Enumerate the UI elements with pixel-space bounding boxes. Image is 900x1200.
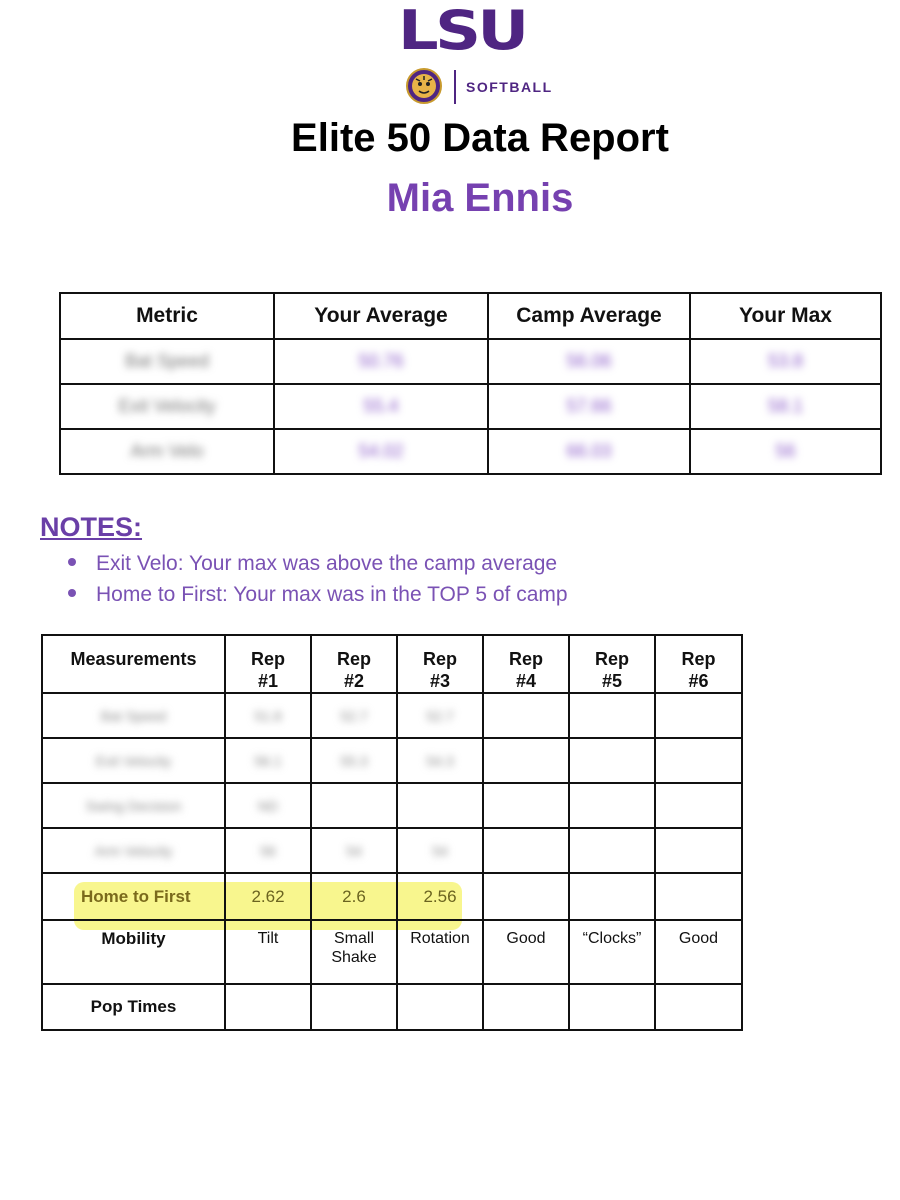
rep-cell xyxy=(569,873,655,920)
rep-cell xyxy=(225,984,311,1030)
value-cell xyxy=(488,384,690,429)
table-row xyxy=(42,783,742,828)
rep-cell xyxy=(655,783,742,828)
rep-value: 2.62 xyxy=(225,873,311,920)
mobility-row xyxy=(42,920,742,984)
value-cell xyxy=(274,384,488,429)
table-row xyxy=(60,339,881,384)
rep-header xyxy=(311,635,397,693)
rep-header xyxy=(225,635,311,693)
summary-header: Your Max xyxy=(690,293,881,339)
rep-cell xyxy=(655,873,742,920)
rep-cell xyxy=(397,693,483,738)
measure-cell xyxy=(42,783,225,828)
table-row xyxy=(42,693,742,738)
rep-cell xyxy=(311,984,397,1030)
value-cell xyxy=(690,339,881,384)
rep-value: “Clocks” xyxy=(569,920,655,984)
note-text: Home to First: Your max was in the TOP 5 of camp xyxy=(96,583,568,606)
rep-cell xyxy=(483,828,569,873)
rep-value: 56 xyxy=(260,842,276,859)
measure-label: Pop Times xyxy=(42,984,225,1030)
rep-cell xyxy=(569,738,655,783)
rep-value: 54 xyxy=(432,842,448,859)
bullet-icon xyxy=(68,558,76,566)
metric-value: 56.06 xyxy=(566,351,612,371)
notes-list xyxy=(68,550,568,612)
measure-cell xyxy=(42,828,225,873)
value-cell xyxy=(690,429,881,474)
rep-cell xyxy=(397,984,483,1030)
rep-cell xyxy=(311,828,397,873)
value-cell xyxy=(488,339,690,384)
metric-value: 57.66 xyxy=(566,396,612,416)
measure-cell xyxy=(42,738,225,783)
summary-header: Metric xyxy=(60,293,274,339)
note-text: Exit Velo: Your max was above the camp average xyxy=(96,552,558,575)
rep-header xyxy=(483,635,569,693)
rep-value: 52.7 xyxy=(340,707,368,724)
metric-value: 56 xyxy=(775,441,796,461)
rep-value: 2.56 xyxy=(397,873,483,920)
athlete-name: Mia Ennis xyxy=(386,176,574,220)
lsu-wordmark: LSU xyxy=(398,0,526,62)
metric-value: 53.8 xyxy=(767,351,804,371)
bullet-icon xyxy=(68,589,76,597)
rep-value-text: Small Shake xyxy=(331,930,377,966)
rep-cell xyxy=(397,738,483,783)
rep-cell xyxy=(225,738,311,783)
rep-cell xyxy=(655,738,742,783)
summary-table xyxy=(59,292,882,475)
rep-cell xyxy=(569,828,655,873)
rep-value xyxy=(311,920,397,984)
rep-value: Good xyxy=(655,920,742,984)
rep-cell xyxy=(225,783,311,828)
metric-cell xyxy=(60,339,274,384)
measure-label: Home to First xyxy=(42,873,225,920)
rep-header-label: Rep #6 xyxy=(681,649,716,691)
page-title: Elite 50 Data Report xyxy=(291,116,669,160)
metric-value: 54.02 xyxy=(358,441,404,461)
rep-cell xyxy=(311,738,397,783)
value-cell xyxy=(274,429,488,474)
rep-header xyxy=(569,635,655,693)
rep-value: 51.8 xyxy=(254,707,282,724)
pop-times-row xyxy=(42,984,742,1030)
rep-header xyxy=(397,635,483,693)
measure-label: Swing Decision xyxy=(85,797,182,814)
rep-cell xyxy=(397,828,483,873)
rep-cell xyxy=(311,693,397,738)
table-row xyxy=(42,828,742,873)
metric-cell xyxy=(60,429,274,474)
measure-label: Bat Speed xyxy=(100,707,167,724)
metric-value: 66.03 xyxy=(566,441,612,461)
rep-cell xyxy=(569,693,655,738)
measure-cell xyxy=(42,693,225,738)
rep-header-label: Rep #1 xyxy=(250,649,285,691)
rep-value: ND xyxy=(257,797,279,814)
value-cell xyxy=(690,384,881,429)
rep-cell xyxy=(483,873,569,920)
rep-cell xyxy=(225,693,311,738)
rep-header-label: Rep #4 xyxy=(508,649,543,691)
metric-value: 58.1 xyxy=(767,396,804,416)
measure-label: Arm Velocity xyxy=(94,842,173,859)
table-row xyxy=(60,429,881,474)
summary-header: Your Average xyxy=(274,293,488,339)
rep-cell xyxy=(569,783,655,828)
summary-header-row xyxy=(60,293,881,339)
rep-header-label: Rep #5 xyxy=(594,649,629,691)
softball-label: SOFTBALL xyxy=(466,79,553,95)
rep-cell xyxy=(655,693,742,738)
rep-header xyxy=(655,635,742,693)
tiger-icon xyxy=(406,68,442,104)
rep-value: Good xyxy=(483,920,569,984)
measurements-header-row xyxy=(42,635,742,693)
rep-cell xyxy=(483,738,569,783)
metric-cell xyxy=(60,384,274,429)
rep-header-label: Rep #2 xyxy=(336,649,371,691)
rep-value: 52.7 xyxy=(426,707,454,724)
measure-label: Mobility xyxy=(42,920,225,984)
logo-divider xyxy=(454,70,456,104)
metric-label: Arm Velo xyxy=(130,441,204,461)
list-item xyxy=(68,550,568,581)
rep-cell xyxy=(397,783,483,828)
rep-cell xyxy=(483,693,569,738)
rep-value: 55.3 xyxy=(340,752,368,769)
list-item xyxy=(68,581,568,612)
rep-value: 56.1 xyxy=(254,752,282,769)
rep-cell xyxy=(483,984,569,1030)
value-cell xyxy=(488,429,690,474)
table-row xyxy=(42,738,742,783)
metric-label: Bat Speed xyxy=(124,351,210,371)
measure-label: Exit Velocity xyxy=(95,752,172,769)
rep-value: 54 xyxy=(346,842,362,859)
rep-cell xyxy=(311,783,397,828)
measurements-header: Measurements xyxy=(42,635,225,693)
rep-value: Rotation xyxy=(397,920,483,984)
rep-cell xyxy=(569,984,655,1030)
rep-header-label: Rep #3 xyxy=(422,649,457,691)
rep-value: 2.6 xyxy=(311,873,397,920)
rep-cell xyxy=(655,828,742,873)
measurements-table xyxy=(41,634,743,1031)
home-to-first-row xyxy=(42,873,742,920)
notes-heading: NOTES: xyxy=(40,512,143,542)
rep-value: 54.3 xyxy=(426,752,454,769)
metric-value: 50.76 xyxy=(358,351,404,371)
summary-header: Camp Average xyxy=(488,293,690,339)
rep-cell xyxy=(483,783,569,828)
rep-cell xyxy=(655,984,742,1030)
table-row xyxy=(60,384,881,429)
rep-value: Tilt xyxy=(225,920,311,984)
metric-label: Exit Velocity xyxy=(118,396,216,416)
rep-cell xyxy=(225,828,311,873)
value-cell xyxy=(274,339,488,384)
metric-value: 55.4 xyxy=(363,396,399,416)
